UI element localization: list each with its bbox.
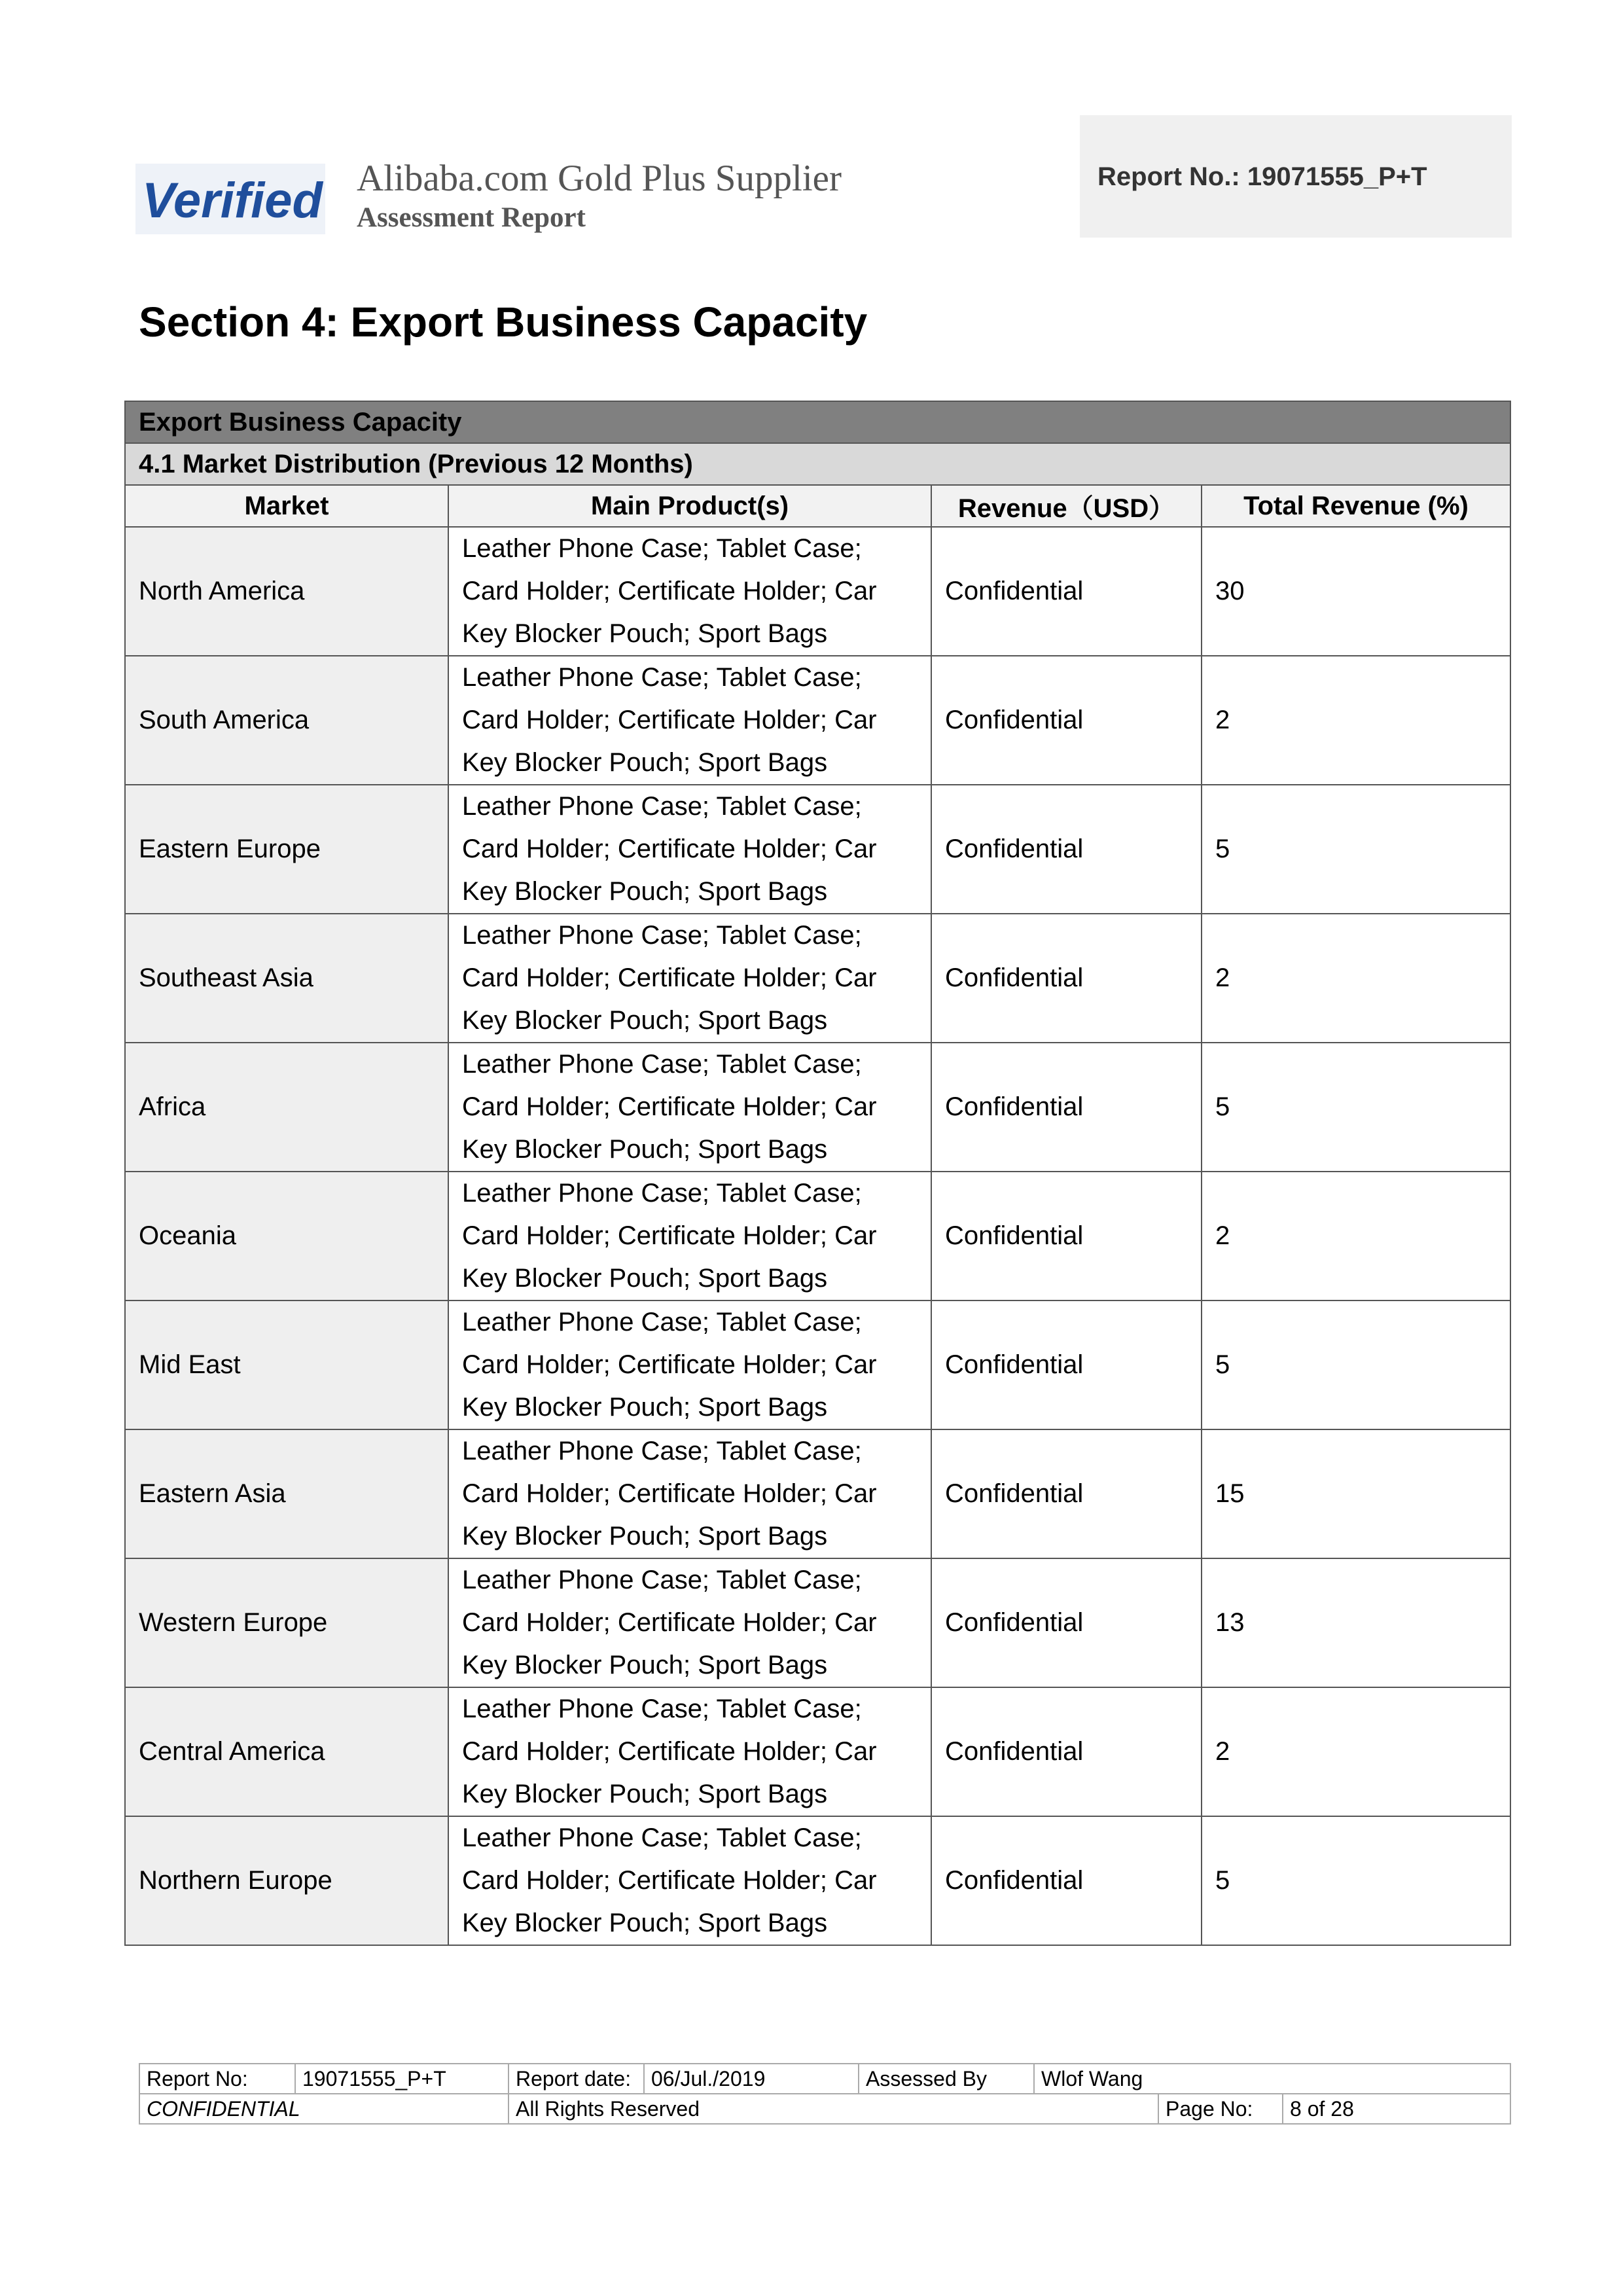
brand-subtitle: Assessment Report xyxy=(357,202,586,233)
table-row xyxy=(125,1043,1510,1172)
section-title: Section 4: Export Business Capacity xyxy=(139,298,868,346)
products-cell: Leather Phone Case; Tablet Case; Card Holder; Certificate Holder; Car Key Blocker Pouch; Sport Bags xyxy=(448,1429,931,1558)
total-revenue-cell: 2 xyxy=(1202,656,1510,785)
table-header-row xyxy=(125,485,1510,527)
logo-wordmark: Verified xyxy=(142,173,323,228)
footer-row-1 xyxy=(139,2064,1510,2094)
table-subtitle: 4.1 Market Distribution (Previous 12 Months) xyxy=(125,443,1510,485)
products-cell: Leather Phone Case; Tablet Case; Card Holder; Certificate Holder; Car Key Blocker Pouch; Sport Bags xyxy=(448,1687,931,1816)
market-cell: Mid East xyxy=(125,1300,448,1429)
total-revenue-cell: 5 xyxy=(1202,785,1510,914)
page-footer xyxy=(139,2063,1511,2125)
revenue-cell: Confidential xyxy=(931,1172,1202,1300)
revenue-cell: Confidential xyxy=(931,914,1202,1043)
total-revenue-cell: 2 xyxy=(1202,914,1510,1043)
total-revenue-cell: 13 xyxy=(1202,1558,1510,1687)
brand-block xyxy=(357,157,842,236)
market-cell: Western Europe xyxy=(125,1558,448,1687)
total-revenue-cell: 2 xyxy=(1202,1687,1510,1816)
revenue-cell: Confidential xyxy=(931,656,1202,785)
products-cell: Leather Phone Case; Tablet Case; Card Holder; Certificate Holder; Car Key Blocker Pouch; Sport Bags xyxy=(448,785,931,914)
footer-page-value: 8 of 28 xyxy=(1283,2094,1510,2124)
total-revenue-cell: 30 xyxy=(1202,527,1510,656)
revenue-cell: Confidential xyxy=(931,1429,1202,1558)
market-cell: North America xyxy=(125,527,448,656)
table-row xyxy=(125,1558,1510,1687)
table-title: Export Business Capacity xyxy=(125,401,1510,443)
footer-assessed-by-value: Wlof Wang xyxy=(1034,2064,1510,2094)
products-cell: Leather Phone Case; Tablet Case; Card Holder; Certificate Holder; Car Key Blocker Pouch; Sport Bags xyxy=(448,914,931,1043)
table-subtitle-row xyxy=(125,443,1510,485)
revenue-cell: Confidential xyxy=(931,1816,1202,1945)
table-title-row xyxy=(125,401,1510,443)
revenue-cell: Confidential xyxy=(931,785,1202,914)
table-row xyxy=(125,1687,1510,1816)
table-row xyxy=(125,1172,1510,1300)
verified-logo xyxy=(135,164,325,234)
market-cell: Central America xyxy=(125,1687,448,1816)
market-distribution-table xyxy=(124,401,1511,1946)
table-row xyxy=(125,785,1510,914)
market-cell: Oceania xyxy=(125,1172,448,1300)
column-header-revenue: Revenue（USD） xyxy=(931,485,1202,527)
market-cell: Eastern Asia xyxy=(125,1429,448,1558)
footer-report-date-label: Report date: xyxy=(508,2064,644,2094)
market-cell: South America xyxy=(125,656,448,785)
market-cell: Eastern Europe xyxy=(125,785,448,914)
table-row xyxy=(125,656,1510,785)
revenue-cell: Confidential xyxy=(931,1687,1202,1816)
total-revenue-cell: 5 xyxy=(1202,1300,1510,1429)
column-header-market: Market xyxy=(125,485,448,527)
total-revenue-cell: 2 xyxy=(1202,1172,1510,1300)
table-row xyxy=(125,1300,1510,1429)
products-cell: Leather Phone Case; Tablet Case; Card Holder; Certificate Holder; Car Key Blocker Pouch; Sport Bags xyxy=(448,527,931,656)
footer-report-no-label: Report No: xyxy=(139,2064,295,2094)
products-cell: Leather Phone Case; Tablet Case; Card Holder; Certificate Holder; Car Key Blocker Pouch; Sport Bags xyxy=(448,1043,931,1172)
total-revenue-cell: 5 xyxy=(1202,1816,1510,1945)
report-number: Report No.: 19071555_P+T xyxy=(1097,162,1427,191)
products-cell: Leather Phone Case; Tablet Case; Card Holder; Certificate Holder; Car Key Blocker Pouch; Sport Bags xyxy=(448,1172,931,1300)
products-cell: Leather Phone Case; Tablet Case; Card Holder; Certificate Holder; Car Key Blocker Pouch; Sport Bags xyxy=(448,1816,931,1945)
footer-row-2 xyxy=(139,2094,1510,2124)
market-cell: Africa xyxy=(125,1043,448,1172)
table-row xyxy=(125,914,1510,1043)
table-row xyxy=(125,527,1510,656)
footer-assessed-by-label: Assessed By xyxy=(859,2064,1034,2094)
revenue-cell: Confidential xyxy=(931,1043,1202,1172)
revenue-cell: Confidential xyxy=(931,1300,1202,1429)
products-cell: Leather Phone Case; Tablet Case; Card Holder; Certificate Holder; Car Key Blocker Pouch; Sport Bags xyxy=(448,1300,931,1429)
table-row xyxy=(125,1429,1510,1558)
footer-report-no-value: 19071555_P+T xyxy=(295,2064,508,2094)
column-header-total-revenue: Total Revenue (%) xyxy=(1202,485,1510,527)
market-cell: Northern Europe xyxy=(125,1816,448,1945)
products-cell: Leather Phone Case; Tablet Case; Card Holder; Certificate Holder; Car Key Blocker Pouch; Sport Bags xyxy=(448,1558,931,1687)
footer-rights: All Rights Reserved xyxy=(508,2094,1158,2124)
report-number-box xyxy=(1080,115,1512,238)
column-header-products: Main Product(s) xyxy=(448,485,931,527)
footer-page-label: Page No: xyxy=(1158,2094,1283,2124)
market-cell: Southeast Asia xyxy=(125,914,448,1043)
total-revenue-cell: 15 xyxy=(1202,1429,1510,1558)
revenue-cell: Confidential xyxy=(931,1558,1202,1687)
products-cell: Leather Phone Case; Tablet Case; Card Holder; Certificate Holder; Car Key Blocker Pouch; Sport Bags xyxy=(448,656,931,785)
footer-confidential: CONFIDENTIAL xyxy=(139,2094,508,2124)
brand-title: Alibaba.com Gold Plus Supplier xyxy=(357,158,842,199)
table-row xyxy=(125,1816,1510,1945)
revenue-cell: Confidential xyxy=(931,527,1202,656)
total-revenue-cell: 5 xyxy=(1202,1043,1510,1172)
footer-report-date-value: 06/Jul./2019 xyxy=(644,2064,859,2094)
